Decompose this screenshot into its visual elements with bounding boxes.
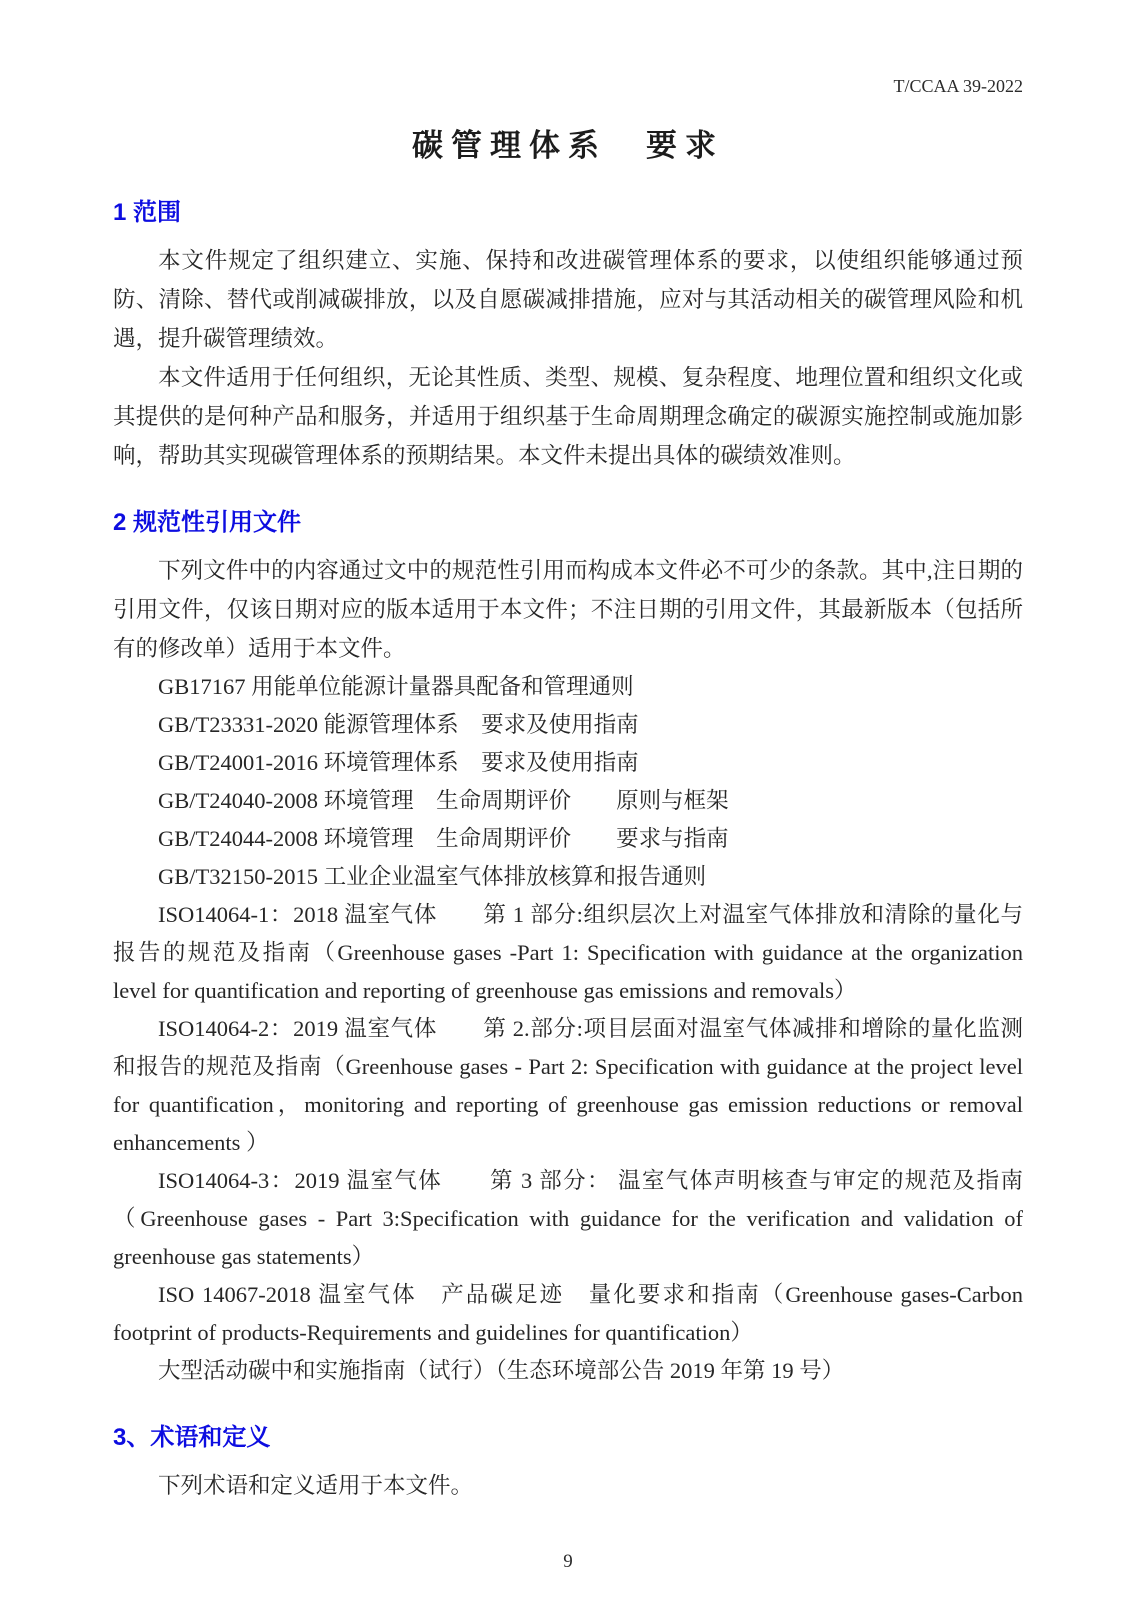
- reference-item: GB/T23331-2020 能源管理体系 要求及使用指南: [158, 712, 639, 737]
- normative-references-intro: 下列文件中的内容通过文中的规范性引用而构成本文件必不可少的条款。其中,注日期的引用文件，仅该日期对应的版本适用于本文件；不注日期的引用文件，其最新版本（包括所有的修改单）适用于本文件。: [113, 558, 1023, 661]
- page-title: 碳管理体系 要求: [412, 128, 724, 163]
- section-heading-terms: 3、术语和定义: [113, 1424, 271, 1451]
- reference-item: GB/T24040-2008 环境管理 生命周期评价 原则与框架: [158, 788, 729, 813]
- scope-paragraph: 本文件适用于任何组织，无论其性质、类型、规模、复杂程度、地理位置和组织文化或其提供的是何种产品和服务，并适用于组织基于生命周期理念确定的碳源实施控制或施加影响，帮助其实现碳管理体系的预期结果。本文件未提出具体的碳绩效准则。: [113, 365, 1023, 468]
- terms-paragraph: 下列术语和定义适用于本文件。: [158, 1473, 474, 1498]
- reference-item: ISO14064-1：2018 温室气体 第 1 部分:组织层次上对温室气体排放和清除的量化与报告的规范及指南（Greenhouse gases -Part 1: Specification with guidance at the organization level for quantification and reporting of greenhouse gas emissions and removals）: [113, 902, 1023, 1003]
- section-heading-normative-references: 2 规范性引用文件: [113, 509, 302, 536]
- reference-item: ISO14064-3：2019 温室气体 第 3 部分： 温室气体声明核查与审定的规范及指南（Greenhouse gases - Part 3:Specification with guidance for the verification and validation of greenhouse gas statements）: [113, 1168, 1023, 1269]
- reference-item: ISO 14067-2018 温室气体 产品碳足迹 量化要求和指南（Greenhouse gases-Carbon footprint of products-Requirements and guidelines for quantification）: [113, 1282, 1023, 1345]
- reference-item: GB/T32150-2015 工业企业温室气体排放核算和报告通则: [158, 864, 707, 889]
- reference-item: 大型活动碳中和实施指南（试行）（生态环境部公告 2019 年第 19 号）: [158, 1358, 845, 1383]
- reference-item: ISO14064-2：2019 温室气体 第 2.部分:项目层面对温室气体减排和增除的量化监测和报告的规范及指南（Greenhouse gases - Part 2: Specification with guidance at the project level for quantification，monitoring and reporting of greenhouse gas emission reductions or removal enhancements ）: [113, 1016, 1023, 1155]
- section-heading-scope: 1 范围: [113, 199, 182, 226]
- reference-item: GB/T24044-2008 环境管理 生命周期评价 要求与指南: [158, 826, 729, 851]
- page-number: 9: [563, 1551, 573, 1572]
- scope-paragraph: 本文件规定了组织建立、实施、保持和改进碳管理体系的要求，以使组织能够通过预防、清除、替代或削减碳排放，以及自愿碳减排措施，应对与其活动相关的碳管理风险和机遇，提升碳管理绩效。: [113, 248, 1023, 351]
- reference-item: GB17167 用能单位能源计量器具配备和管理通则: [158, 674, 634, 699]
- doc-number: T/CCAA 39-2022: [893, 76, 1023, 96]
- reference-list: [113, 668, 1023, 1390]
- reference-item: GB/T24001-2016 环境管理体系 要求及使用指南: [158, 750, 639, 775]
